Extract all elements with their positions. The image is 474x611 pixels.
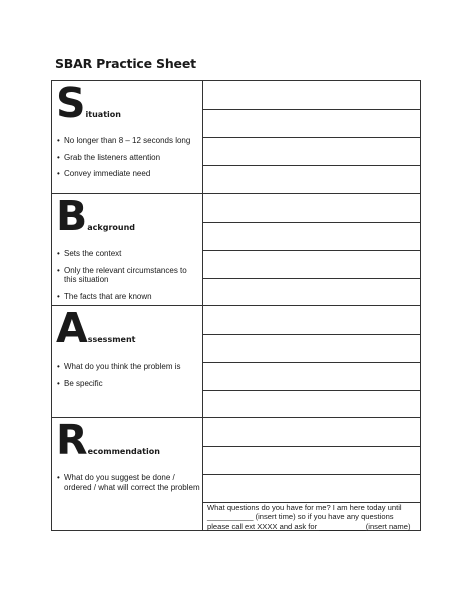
situation-word: ituation (85, 110, 121, 119)
background-bullet: • The facts that are known (57, 292, 201, 302)
situation-bullet: • Convey immediate need (57, 169, 201, 179)
writing-line (203, 109, 420, 110)
writing-line (203, 446, 420, 447)
situation-heading (56, 79, 121, 127)
recommendation-bullets (57, 473, 201, 499)
assessment-bullet: • Be specific (57, 379, 201, 389)
recommendation-bullet: • What do you suggest be done / ordered / what will correct the problem (57, 473, 201, 492)
writing-line (203, 362, 420, 363)
background-writing-area[interactable] (203, 194, 420, 305)
background-initial: B (56, 192, 88, 240)
writing-line (203, 165, 420, 166)
background-section (52, 193, 420, 305)
recommendation-initial: R (56, 416, 88, 464)
writing-line (203, 250, 420, 251)
writing-line (203, 474, 420, 475)
assessment-initial: A (56, 304, 88, 352)
sbar-table (51, 80, 421, 531)
situation-writing-area[interactable] (203, 81, 420, 193)
situation-bullet: • Grab the listeners attention (57, 153, 201, 163)
writing-line (203, 222, 420, 223)
assessment-section (52, 305, 420, 417)
contact-note: What questions do you have for me? I am here today until ___________ (insert time) so if you have any questions please call ext XXXX and ask for ___________(insert name) (207, 503, 411, 531)
page-title: SBAR Practice Sheet (55, 56, 196, 71)
situation-bullet: • No longer than 8 – 12 seconds long (57, 136, 201, 146)
background-bullet: • Only the relevant circumstances to this situation (57, 266, 201, 285)
assessment-word: ssessment (87, 335, 136, 344)
recommendation-writing-area[interactable] (203, 418, 420, 531)
background-label-cell (52, 194, 203, 305)
assessment-writing-area[interactable] (203, 306, 420, 417)
background-bullet: • Sets the context (57, 249, 201, 259)
recommendation-section (52, 417, 420, 531)
background-bullets (57, 249, 201, 308)
situation-bullets (57, 136, 201, 186)
assessment-heading (56, 304, 136, 352)
writing-line (203, 137, 420, 138)
assessment-label-cell (52, 306, 203, 417)
recommendation-heading (56, 416, 160, 464)
situation-initial: S (56, 79, 86, 127)
situation-label-cell (52, 81, 203, 193)
assessment-bullet: • What do you think the problem is (57, 362, 201, 372)
recommendation-word: ecommendation (87, 447, 160, 456)
background-word: ackground (87, 223, 136, 232)
recommendation-label-cell (52, 418, 203, 531)
assessment-bullets (57, 362, 201, 395)
writing-line (203, 278, 420, 279)
situation-section (52, 81, 420, 193)
background-heading (56, 192, 136, 240)
writing-line (203, 334, 420, 335)
writing-line (203, 390, 420, 391)
